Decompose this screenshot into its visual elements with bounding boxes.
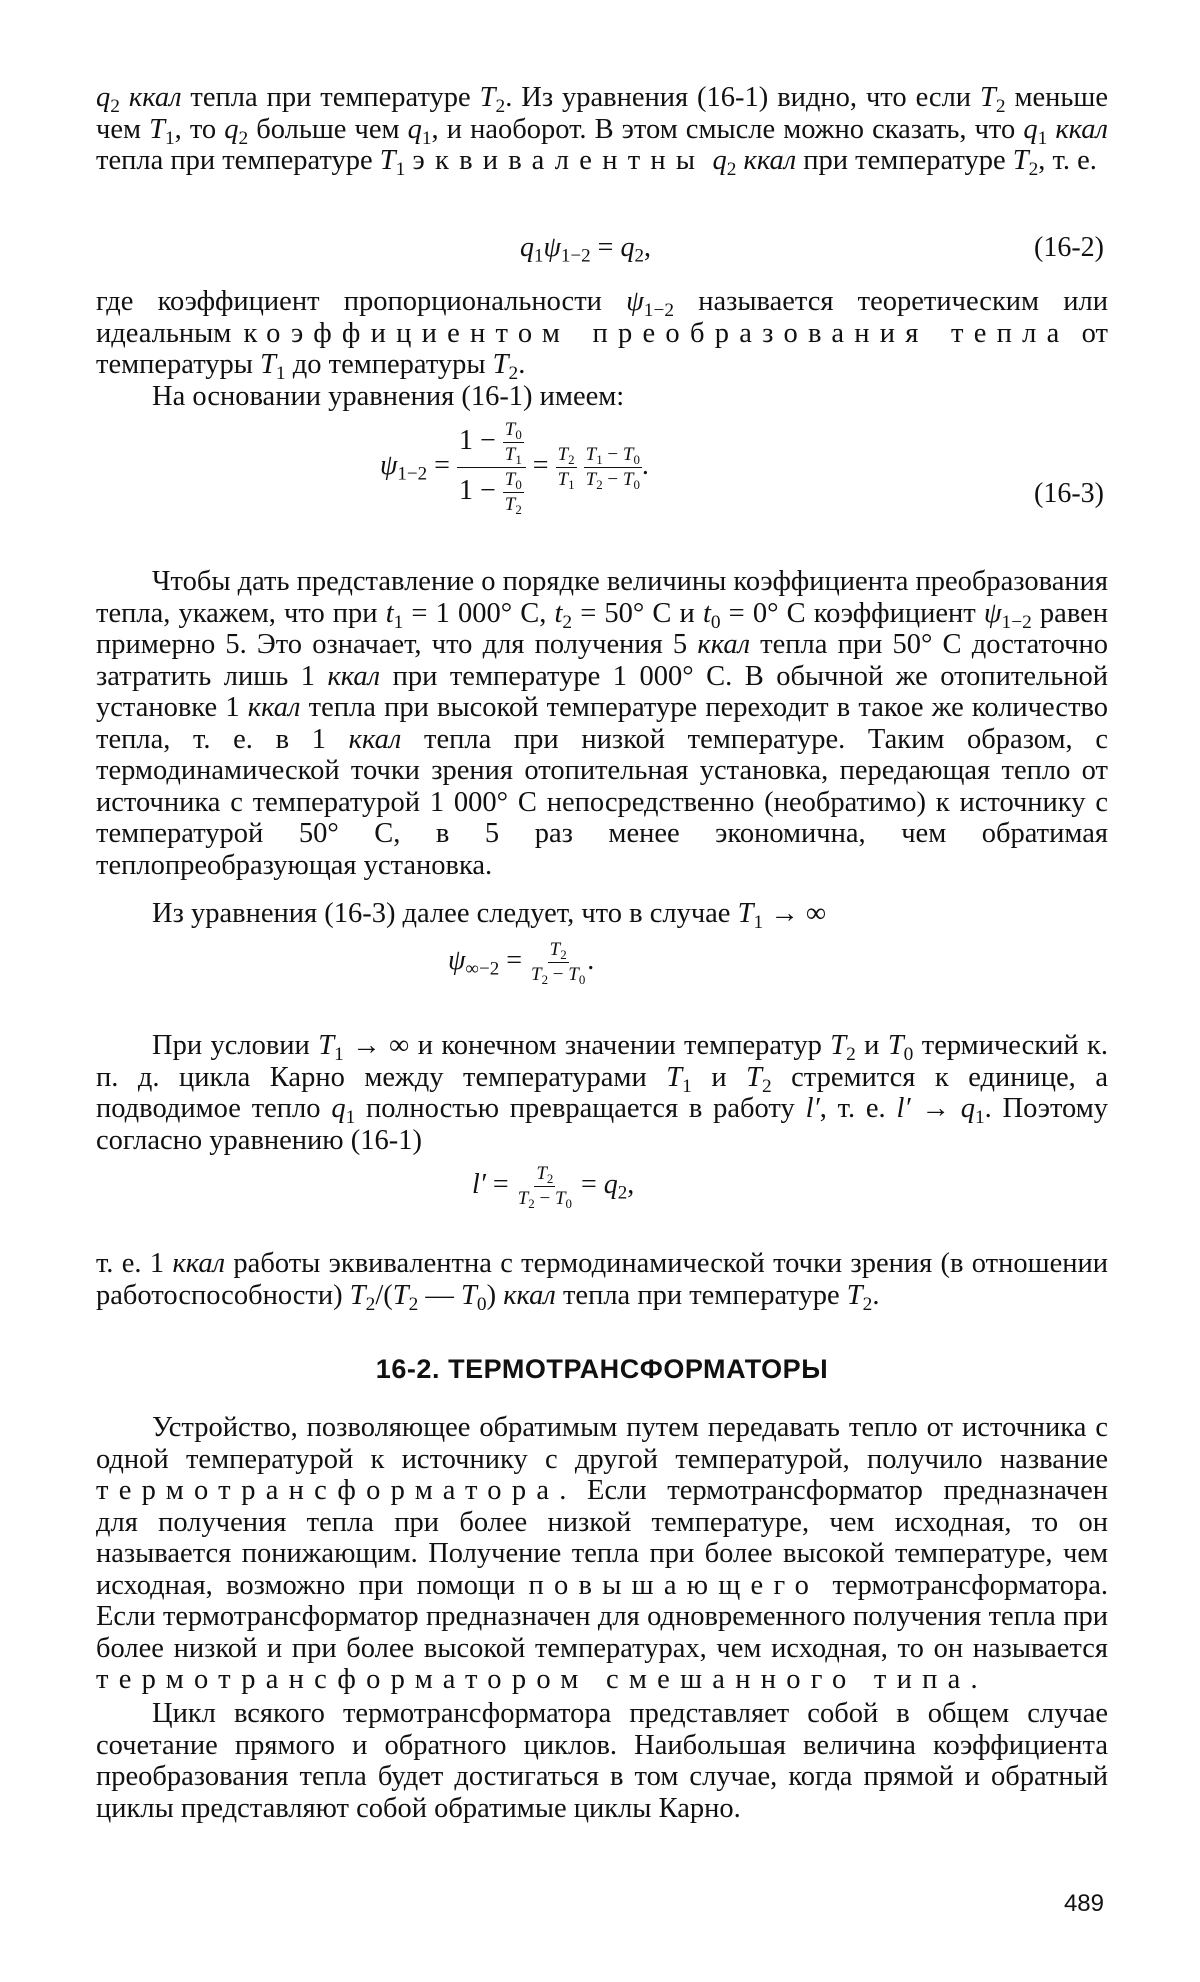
text-run: = 0° С коэффициент bbox=[720, 597, 984, 629]
text-run: → ∞ bbox=[763, 898, 827, 929]
paragraph-7 bbox=[96, 1248, 1108, 1315]
symbol-t: T bbox=[504, 443, 516, 465]
symbol-psi: ψ bbox=[448, 944, 466, 976]
fraction-t2-over-difference bbox=[529, 940, 587, 985]
text-run: тепла при температуре bbox=[96, 145, 380, 176]
fraction-t0-t2 bbox=[503, 470, 524, 515]
symbol-t: T bbox=[379, 145, 396, 176]
text-run: 1 − bbox=[458, 474, 496, 506]
subscript: 0 bbox=[578, 971, 586, 987]
symbol-t: T bbox=[568, 963, 579, 985]
minus-sign: − bbox=[548, 963, 569, 985]
equation-number-16-3: (16-3) bbox=[1034, 478, 1104, 509]
text-run: тепла при низкой температуре. Таким образом, с термодинамической точки зрения отопительная установка, передающая тепло от источника с температурой 1 000° С непосредственно (необратимо) к источнику с температурой 50° С, в 5 раз менее экономична, чем обратимая теплопреобразующая установка. bbox=[96, 723, 1108, 881]
subscript: 0 bbox=[515, 476, 522, 492]
subscript: 2 bbox=[408, 1293, 419, 1315]
subscript: 2 bbox=[995, 95, 1006, 117]
subscript: 2 bbox=[238, 127, 249, 149]
text-run: , т. е. bbox=[819, 1093, 897, 1124]
equation-16-2 bbox=[520, 232, 651, 267]
denominator bbox=[584, 468, 642, 490]
symbol-t: T bbox=[554, 1187, 566, 1209]
symbol-t: T bbox=[979, 82, 996, 113]
text-run: равен примерно 5. Это означает, что для получения 5 bbox=[96, 597, 1109, 660]
unit-kcal: ккал bbox=[247, 692, 301, 723]
subscript: 2 bbox=[541, 971, 549, 987]
symbol-t: T bbox=[585, 468, 597, 490]
symbol-t: T bbox=[461, 1279, 477, 1311]
numerator bbox=[548, 940, 569, 963]
symbol-t: T bbox=[846, 1279, 863, 1311]
text-run: работы эквивалентна с термодинамической точки зрения (в отношении работоспособности) bbox=[96, 1248, 1108, 1311]
subscript: 1 bbox=[1037, 127, 1048, 149]
text-run: меньше чем bbox=[96, 82, 1108, 145]
subscript: 1 bbox=[515, 451, 522, 467]
subscript: 2 bbox=[515, 501, 522, 517]
symbol-t: T bbox=[536, 1163, 547, 1184]
spaced-term: повышающего bbox=[528, 1569, 820, 1601]
text-run: Чтобы дать представление о порядке величины коэффициента преобразования тепла, укажем, что при bbox=[96, 566, 1108, 629]
subscript: 1 bbox=[275, 362, 286, 384]
symbol-q: q bbox=[712, 145, 727, 176]
punctuation: . bbox=[587, 944, 595, 976]
subscript: 0 bbox=[476, 1293, 487, 1315]
symbol-t: T bbox=[531, 963, 542, 985]
symbol-q: q bbox=[1023, 113, 1038, 145]
symbol-t-small: t bbox=[702, 597, 711, 629]
unit-kcal: ккал bbox=[1047, 113, 1108, 145]
text-run: . bbox=[872, 1279, 880, 1311]
text-run: термотрансформатора. Если термотрансформатор предназначен для одновременного получения тепла при более низкой и при более высокой температурах, чем исходная, то он называется bbox=[96, 1569, 1108, 1664]
symbol-t: T bbox=[504, 468, 516, 490]
spaced-term: эквивалентны bbox=[412, 145, 706, 176]
text-run: , то bbox=[174, 113, 225, 145]
equals-sign: = bbox=[492, 1168, 509, 1200]
text-run: . Поэтому согласно уравнению (16-1) bbox=[96, 1093, 1109, 1156]
symbol-t: T bbox=[504, 419, 516, 440]
symbol-q: q bbox=[620, 232, 635, 263]
numerator bbox=[457, 420, 526, 468]
unit-kcal: ккал bbox=[697, 629, 750, 660]
symbol-q: q bbox=[407, 113, 422, 145]
text-run: называется теоретическим или идеальным bbox=[96, 286, 1108, 349]
symbol-q: q bbox=[520, 232, 534, 263]
paragraph-1 bbox=[96, 82, 1108, 180]
text-run: = 1 000° С, bbox=[403, 597, 555, 629]
text-run: и bbox=[691, 1061, 747, 1093]
paragraph-8 bbox=[96, 1412, 1108, 1696]
denominator bbox=[503, 443, 524, 465]
text-run: /( bbox=[375, 1279, 393, 1311]
text-run: Устройство, позволяющее обратимым путем передавать тепло от источника с одной температурой к источнику с другой температурой, получило название bbox=[96, 1412, 1108, 1475]
minus-sign: − bbox=[602, 468, 623, 490]
denominator bbox=[503, 493, 524, 515]
symbol-psi: ψ bbox=[543, 232, 561, 263]
spaced-term: коэффициентом преобразования тепла bbox=[243, 317, 1070, 349]
punctuation: . bbox=[641, 449, 649, 481]
subscript: 1 bbox=[164, 127, 175, 149]
unit-kcal: ккал bbox=[736, 145, 797, 176]
text-run: . bbox=[970, 1664, 978, 1695]
symbol-t: T bbox=[887, 1030, 904, 1061]
text-run: ) bbox=[486, 1279, 504, 1311]
numerator bbox=[503, 470, 524, 493]
text-run: тепла при температуре bbox=[181, 82, 480, 113]
paragraph-9: Цикл всякого термотрансформатора представляет собой в общем случае сочетание прямого и обратного циклов. Наибольшая величина коэффициента преобразования тепла будет достигаться в том случае, когда прямой и обратный циклы представляют собой обратимые циклы Карно. bbox=[96, 1698, 1108, 1824]
fraction-t2-t1 bbox=[556, 445, 577, 490]
symbol-q: q bbox=[603, 1168, 618, 1200]
subscript: 0 bbox=[633, 476, 640, 492]
fraction-t0-t1 bbox=[503, 420, 524, 465]
subscript: 1 bbox=[596, 451, 603, 467]
subscript: 2 bbox=[634, 245, 644, 267]
symbol-t: T bbox=[549, 939, 561, 960]
symbol-t: T bbox=[492, 349, 509, 380]
symbol-l-prime: l′ bbox=[896, 1093, 911, 1124]
symbol-psi: ψ bbox=[380, 449, 398, 481]
symbol-t: T bbox=[479, 82, 496, 113]
subscript: 0 bbox=[633, 451, 640, 467]
text-run: при температуре 1 000° С. В обычной же отопительной установке 1 bbox=[96, 660, 1108, 723]
equation-psi-infinity bbox=[448, 940, 594, 985]
symbol-q: q bbox=[331, 1093, 346, 1124]
subscript: 1−2 bbox=[397, 463, 428, 485]
unit-kcal: ккал bbox=[119, 82, 182, 113]
text-run: стремится к единице, а подводимое тепло bbox=[96, 1061, 1108, 1124]
subscript: 2 bbox=[110, 95, 120, 117]
arrow: → bbox=[910, 1093, 961, 1124]
symbol-l-prime: l′ bbox=[472, 1168, 486, 1200]
denominator bbox=[516, 1187, 574, 1209]
paragraph-2 bbox=[96, 286, 1108, 384]
symbol-psi: ψ bbox=[626, 286, 644, 317]
text-run: Из уравнения (16-3) далее следует, что в случае bbox=[152, 898, 738, 929]
subscript: 1 bbox=[534, 245, 544, 267]
subscript: 2 bbox=[568, 451, 575, 467]
symbol-t: T bbox=[746, 1061, 762, 1093]
symbol-q: q bbox=[96, 82, 111, 113]
symbol-t: T bbox=[666, 1061, 683, 1093]
fraction-main bbox=[457, 420, 526, 515]
subscript: 1 bbox=[334, 1043, 344, 1065]
symbol-t-small: t bbox=[554, 597, 563, 629]
symbol-t: T bbox=[504, 493, 516, 515]
spaced-term: термотрансформатора bbox=[96, 1475, 560, 1506]
unit-kcal: ккал bbox=[348, 723, 402, 755]
text-run: , т. е. bbox=[1038, 145, 1097, 176]
subscript: 2 bbox=[365, 1293, 376, 1315]
text-run: 1 − bbox=[458, 424, 496, 456]
symbol-psi: ψ bbox=[983, 597, 1002, 629]
subscript: 2 bbox=[546, 1170, 554, 1186]
numerator bbox=[584, 445, 642, 468]
unit-kcal: ккал bbox=[172, 1248, 226, 1279]
spaced-term: термотрансформатором смешанного типа bbox=[96, 1664, 971, 1695]
subscript: 1 bbox=[395, 158, 406, 180]
text-run: . Из уравнения (16-1) видно, что если bbox=[505, 82, 980, 113]
subscript: 2 bbox=[862, 1293, 873, 1315]
minus-sign: − bbox=[534, 1187, 555, 1209]
equation-l-prime bbox=[472, 1164, 634, 1209]
subscript: 2 bbox=[495, 95, 506, 117]
symbol-t: T bbox=[557, 443, 569, 465]
punctuation: , bbox=[643, 232, 651, 263]
fraction-differences bbox=[584, 445, 642, 490]
symbol-q: q bbox=[960, 1093, 975, 1124]
minus-sign: − bbox=[602, 443, 623, 465]
subscript: ∞−2 bbox=[465, 958, 500, 980]
text-run: где коэффициент пропорциональности bbox=[96, 286, 627, 317]
subscript: 1 bbox=[753, 911, 764, 933]
denominator bbox=[556, 468, 577, 490]
text-run: тепла при температуре bbox=[555, 1279, 847, 1311]
subscript: 2 bbox=[761, 1075, 772, 1097]
equals-sign: = bbox=[506, 944, 523, 976]
text-run: от температуры bbox=[96, 317, 1108, 380]
denominator bbox=[529, 963, 587, 985]
page-number: 489 bbox=[1063, 1890, 1104, 1917]
symbol-t: T bbox=[318, 1030, 335, 1061]
unit-kcal: ккал bbox=[327, 660, 381, 692]
subscript: 2 bbox=[1028, 158, 1039, 180]
equals-sign: = bbox=[580, 1168, 597, 1200]
subscript: 0 bbox=[565, 1195, 572, 1211]
symbol-t: T bbox=[260, 349, 276, 380]
paragraph-3: На основании уравнения (16-1) имеем: bbox=[152, 381, 625, 412]
text-run: — bbox=[418, 1279, 462, 1311]
text-run: . Если термотрансформатор предназначен для получения тепла при более низкой температуре, чем исходная, то он называется понижающим. Получение тепла при более высокой температуре, чем исходная, возможно при помощи bbox=[96, 1475, 1108, 1601]
subscript: 0 bbox=[515, 426, 522, 442]
subscript: 0 bbox=[710, 611, 721, 633]
symbol-t: T bbox=[149, 113, 165, 145]
subscript: 0 bbox=[903, 1043, 914, 1065]
text-run: = 50° С и bbox=[572, 597, 703, 629]
subscript: 1−2 bbox=[560, 245, 591, 267]
subscript: 1 bbox=[393, 611, 404, 633]
symbol-t: T bbox=[737, 898, 754, 929]
symbol-t: T bbox=[557, 468, 569, 490]
symbol-t: T bbox=[830, 1030, 847, 1061]
subscript: 2 bbox=[528, 1195, 535, 1211]
symbol-t: T bbox=[349, 1279, 366, 1311]
subscript: 2 bbox=[846, 1043, 856, 1065]
unit-kcal: ккал bbox=[503, 1279, 556, 1311]
subscript: 2 bbox=[508, 362, 519, 384]
text-run: до температуры bbox=[285, 349, 493, 380]
numerator bbox=[556, 445, 577, 468]
fraction-t2-over-difference bbox=[516, 1164, 574, 1209]
subscript: 1 bbox=[345, 1106, 356, 1128]
text-run: . bbox=[518, 349, 526, 380]
numerator bbox=[503, 420, 524, 443]
symbol-t-small: t bbox=[385, 597, 394, 629]
text-run: тепла при высокой температуре переходит в такое же количество тепла, т. е. в 1 bbox=[96, 692, 1108, 755]
paragraph-6 bbox=[96, 1030, 1108, 1156]
text-run: больше чем bbox=[248, 113, 408, 145]
symbol-t: T bbox=[622, 443, 634, 465]
symbol-q: q bbox=[224, 113, 239, 145]
equals-sign: = bbox=[434, 449, 450, 481]
paragraph-5 bbox=[96, 898, 1108, 933]
equals-sign: = bbox=[597, 232, 614, 263]
text-run: → ∞ и конечном значении температур bbox=[343, 1030, 831, 1061]
subscript: 2 bbox=[726, 158, 737, 180]
subscript: 2 bbox=[560, 946, 567, 962]
subscript: 1−2 bbox=[1001, 611, 1032, 633]
text-run: термический к. п. д. цикла Карно между температурами bbox=[96, 1030, 1109, 1093]
subscript: 1 bbox=[682, 1075, 692, 1097]
symbol-t: T bbox=[622, 468, 634, 490]
subscript: 1 bbox=[974, 1106, 985, 1128]
denominator bbox=[457, 468, 526, 515]
paragraph-4 bbox=[96, 566, 1108, 881]
text-run: т. е. 1 bbox=[96, 1248, 173, 1279]
symbol-t: T bbox=[517, 1187, 529, 1209]
subscript: 2 bbox=[617, 1182, 628, 1204]
subscript: 1−2 bbox=[643, 299, 675, 321]
equals-sign: = bbox=[532, 449, 549, 481]
numerator bbox=[534, 1164, 555, 1187]
text-run: При условии bbox=[152, 1030, 319, 1061]
symbol-t: T bbox=[1012, 145, 1029, 176]
equation-number-16-2: (16-2) bbox=[1034, 232, 1104, 263]
text-run: тепла при 50° С достаточно затратить лишь 1 bbox=[96, 629, 1108, 692]
punctuation: , bbox=[627, 1168, 635, 1200]
equation-16-3 bbox=[380, 420, 649, 515]
text-run: , и наоборот. В этом смысле можно сказать, что bbox=[431, 113, 1024, 145]
symbol-t: T bbox=[585, 443, 597, 465]
symbol-l-prime: l′ bbox=[805, 1093, 820, 1124]
text-run: при температуре bbox=[796, 145, 1013, 176]
section-heading: 16-2. ТЕРМОТРАНСФОРМАТОРЫ bbox=[375, 1354, 829, 1384]
subscript: 2 bbox=[562, 611, 573, 633]
subscript: 1 bbox=[568, 476, 575, 492]
text-run: и bbox=[855, 1030, 888, 1061]
symbol-t: T bbox=[392, 1279, 409, 1311]
text-run: полностью превращается в работу bbox=[355, 1093, 806, 1124]
subscript: 2 bbox=[596, 476, 603, 492]
subscript: 1 bbox=[421, 127, 432, 149]
